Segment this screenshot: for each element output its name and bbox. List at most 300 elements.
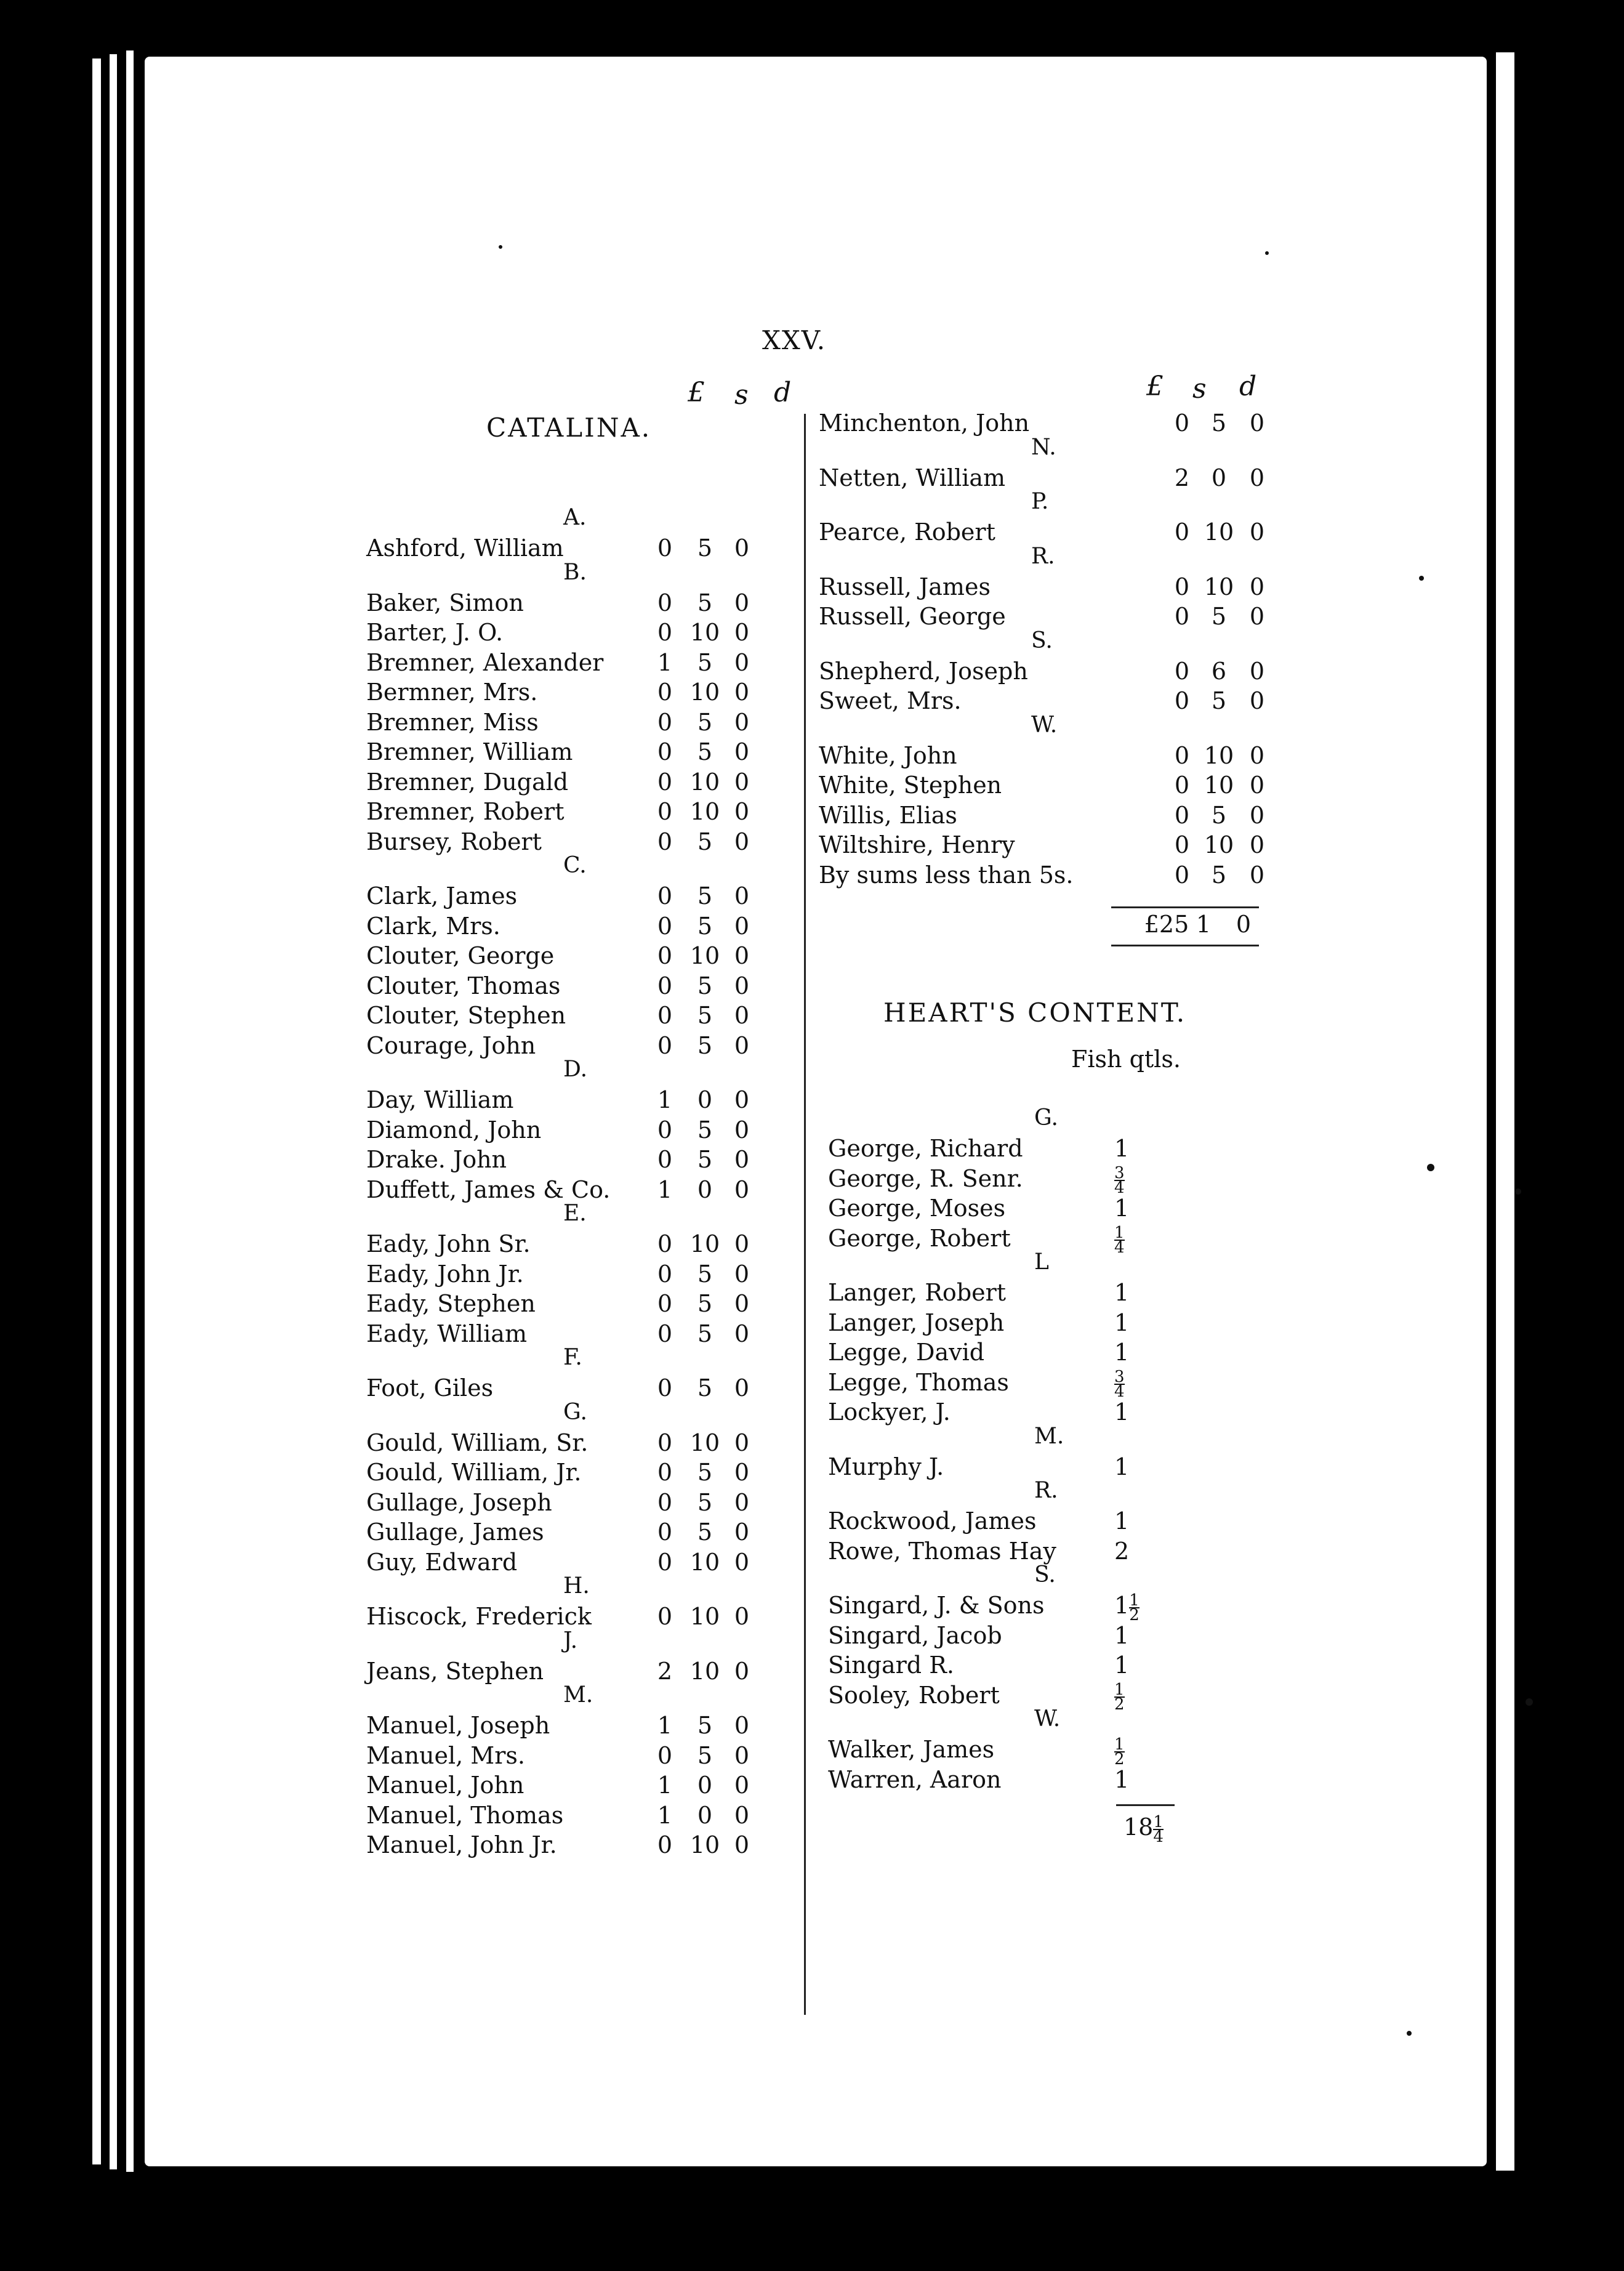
entry-name: Sweet, Mrs. [819,687,962,714]
amount-pounds: 0 [1174,861,1190,889]
entry-name: Wiltshire, Henry [819,831,1015,858]
catalina-total-pence: 0 [1236,911,1252,938]
quantity [1114,1398,1129,1426]
amount-pence: 0 [734,738,750,765]
amount-pounds: 0 [657,1459,673,1486]
catalina-total-pounds: £25 [1144,911,1189,938]
amount-shillings: 5 [697,1374,713,1402]
fraction-denominator: 2 [1114,1695,1125,1714]
amount-pounds: 0 [657,619,673,646]
amount-shillings: 10 [689,1429,720,1456]
entry-name: Courage, John [366,1031,536,1059]
entry-name: Clouter, Thomas [366,972,561,999]
shillings-header: s [734,379,749,411]
amount-shillings: 10 [689,679,720,706]
amount-pounds: 0 [657,798,673,825]
entry-name: Ashford, William [366,534,564,562]
page-edge [110,54,117,2169]
fraction-numerator: 3 [1114,1368,1125,1386]
amount-pounds: 0 [657,1290,673,1317]
section-letter: R. [1034,1478,1058,1503]
entry-name: Rowe, Thomas Hay [828,1537,1056,1565]
amount-pence: 0 [734,1772,750,1799]
section-letter: M. [563,1682,593,1708]
amount-shillings: 5 [1211,861,1227,889]
section-letter: W. [1031,712,1058,738]
amount-pounds: 0 [657,1519,673,1546]
amount-pence: 0 [1249,603,1265,630]
amount-pounds: 0 [657,1429,673,1456]
quantity-fraction [1114,1735,1125,1769]
entry-name: Willis, Elias [819,801,957,829]
entry-name: Foot, Giles [366,1374,494,1402]
entry-name: Manuel, John [366,1772,525,1799]
entry-name: Day, William [366,1086,514,1113]
amount-pounds: 0 [1174,518,1190,546]
amount-shillings: 5 [697,1146,713,1173]
amount-pounds: 0 [657,1031,673,1059]
amount-shillings: 5 [697,882,713,910]
amount-shillings: 10 [689,1230,720,1257]
amount-pounds: 0 [1174,573,1190,600]
quantity [1114,1453,1129,1481]
page-edge [92,58,101,2164]
quantity-whole: 1 [1114,1507,1130,1535]
page-edge [126,50,134,2172]
amount-pounds: 0 [1174,801,1190,829]
entry-name: Drake. John [366,1146,507,1173]
quantity [1114,1194,1129,1222]
section-letter: G. [563,1399,587,1425]
entry-name: Singard R. [828,1652,954,1679]
amount-pence: 0 [734,1741,750,1769]
quantity [1114,1368,1125,1399]
amount-shillings: 10 [689,1657,720,1685]
hearts-total-fraction [1153,1812,1164,1846]
amount-shillings: 10 [689,768,720,796]
amount-pence: 0 [1249,831,1265,858]
entry-name: Murphy J. [828,1453,944,1480]
amount-shillings: 5 [697,972,713,999]
amount-shillings: 5 [697,589,713,616]
scan-speck [1265,251,1269,255]
amount-pence: 0 [734,1801,750,1829]
hearts-total-rule [1116,1804,1175,1806]
fraction-denominator: 4 [1114,1179,1125,1197]
entry-name: Bremner, William [366,738,573,765]
entry-name: Bermner, Mrs. [366,679,538,706]
amount-pence: 0 [734,1374,750,1402]
amount-pence: 0 [734,679,750,706]
amount-pounds: 0 [657,1260,673,1288]
amount-pence: 0 [734,798,750,825]
entry-name: White, John [819,741,957,769]
amount-shillings: 5 [1211,409,1227,437]
amount-shillings: 5 [697,1459,713,1486]
section-letter: F. [563,1345,582,1370]
amount-shillings: 0 [697,1086,713,1113]
pounds-header-right: £ [1146,371,1164,402]
amount-pence: 0 [1249,657,1265,685]
entry-name: George, Moses [828,1195,1006,1222]
amount-shillings: 10 [689,1548,720,1576]
entry-name: Langer, Robert [828,1279,1007,1306]
amount-pence: 0 [734,1429,750,1456]
entry-name: Hiscock, Frederick [366,1603,592,1630]
entry-name: Eady, Stephen [366,1290,536,1317]
amount-pounds: 0 [657,942,673,969]
amount-shillings: 10 [689,798,720,825]
hearts-total-numerator: 1 [1153,1812,1164,1831]
quantity [1114,1309,1129,1337]
quantity-fraction [1129,1591,1140,1624]
section-letter: A. [563,505,587,530]
entry-name: Pearce, Robert [819,518,995,546]
amount-pence: 0 [734,589,750,616]
fraction-numerator: 1 [1114,1680,1125,1699]
amount-pence: 0 [734,1146,750,1173]
amount-pounds: 0 [1174,409,1190,437]
entry-name: Eady, William [366,1320,527,1347]
amount-pence: 0 [734,619,750,646]
entry-name: Legge, Thomas [828,1368,1009,1396]
amount-pounds: 0 [657,738,673,765]
amount-shillings: 5 [697,1519,713,1546]
pence-header-right: d [1239,371,1257,402]
amount-shillings: 10 [689,1603,720,1630]
entry-name: Bremner, Dugald [366,768,569,796]
amount-pence: 0 [734,1603,750,1630]
amount-pounds: 2 [1174,464,1190,491]
shillings-header-right: s [1192,373,1207,405]
amount-shillings: 5 [697,738,713,765]
amount-shillings: 5 [697,1488,713,1516]
quantity-whole: 1 [1114,1398,1130,1426]
amount-pence: 0 [734,648,750,676]
amount-pounds: 0 [657,1741,673,1769]
amount-shillings: 10 [689,1831,720,1858]
quantity-whole: 1 [1114,1621,1130,1649]
quantity-whole: 1 [1114,1195,1130,1222]
amount-shillings: 5 [697,1320,713,1347]
amount-shillings: 5 [697,828,713,855]
entry-name: Minchenton, John [819,409,1030,437]
amount-pounds: 0 [657,912,673,940]
entry-name: Clouter, George [366,942,555,969]
quantity-whole: 1 [1114,1592,1130,1619]
amount-pounds: 0 [657,534,673,562]
amount-pence: 0 [1249,861,1265,889]
entry-name: Eady, John Sr. [366,1230,531,1257]
amount-pounds: 0 [1174,741,1190,769]
entry-name: Bremner, Miss [366,708,539,736]
amount-pounds: 0 [657,1603,673,1630]
section-letter: S. [1031,627,1053,653]
section-letter: G. [1034,1105,1058,1131]
amount-shillings: 10 [1204,772,1234,799]
amount-pence: 0 [1249,409,1265,437]
amount-pounds: 0 [657,1230,673,1257]
section-letter: D. [563,1057,588,1082]
hearts-total-denominator: 4 [1153,1827,1164,1846]
quantity [1114,1681,1125,1712]
pounds-header: £ [688,377,705,408]
entry-name: Baker, Simon [366,589,524,616]
quantity [1114,1338,1129,1366]
amount-pounds: 1 [657,1086,673,1113]
amount-pence: 0 [1249,573,1265,600]
amount-pence: 0 [734,1086,750,1113]
amount-shillings: 5 [697,1290,713,1317]
entry-name: By sums less than 5s. [819,861,1074,889]
entry-name: Manuel, John Jr. [366,1831,557,1858]
amount-shillings: 10 [1204,573,1234,600]
amount-shillings: 5 [697,1260,713,1288]
amount-shillings: 10 [1204,741,1234,769]
entry-name: Gullage, James [366,1519,544,1546]
amount-pence: 0 [734,972,750,999]
amount-shillings: 0 [697,1176,713,1203]
amount-shillings: 5 [1211,801,1227,829]
scan-speck [1515,1188,1521,1195]
quantity-whole: 1 [1114,1279,1130,1306]
amount-shillings: 0 [697,1772,713,1799]
amount-pounds: 0 [657,589,673,616]
amount-pounds: 1 [657,1801,673,1829]
amount-pence: 0 [734,912,750,940]
quantity-whole: 2 [1114,1537,1130,1565]
amount-shillings: 0 [1211,464,1227,491]
entry-name: Langer, Joseph [828,1309,1005,1336]
entry-name: Netten, William [819,464,1006,491]
entry-name: Clark, James [366,882,518,910]
quantity [1114,1507,1129,1535]
quantity [1114,1735,1125,1769]
amount-pounds: 0 [1174,687,1190,714]
entry-name: Clouter, Stephen [366,1002,566,1029]
entry-name: Rockwood, James [828,1507,1037,1535]
amount-pounds: 0 [1174,772,1190,799]
section-letter: J. [563,1628,578,1653]
amount-pounds: 1 [657,1712,673,1739]
column-divider [804,414,806,2015]
amount-pence: 0 [734,1831,750,1858]
fraction-numerator: 3 [1114,1164,1125,1182]
amount-pounds: 0 [657,1146,673,1173]
fraction-denominator: 2 [1129,1605,1140,1624]
amount-pence: 0 [734,768,750,796]
entry-name: Shepherd, Joseph [819,657,1028,685]
quantity [1114,1591,1140,1622]
amount-shillings: 5 [697,1712,713,1739]
section-letter: N. [1031,434,1056,460]
amount-pence: 0 [1249,801,1265,829]
entry-name: Duffett, James & Co. [366,1176,611,1203]
amount-shillings: 10 [1204,518,1234,546]
fraction-denominator: 4 [1114,1382,1125,1401]
amount-shillings: 5 [1211,603,1227,630]
entry-name: Russell, George [819,603,1006,630]
entry-name: Sooley, Robert [828,1681,1000,1709]
section-title-catalina: CATALINA. [486,413,652,443]
section-title-hearts-content: HEART'S CONTENT. [883,998,1187,1028]
amount-pounds: 0 [657,1548,673,1576]
entry-name: Manuel, Joseph [366,1712,550,1739]
amount-shillings: 5 [697,708,713,736]
amount-shillings: 5 [697,1741,713,1769]
amount-pence: 0 [734,1176,750,1203]
amount-shillings: 0 [697,1801,713,1829]
quantity [1114,1621,1129,1650]
amount-pounds: 0 [657,828,673,855]
entry-name: Clark, Mrs. [366,912,500,940]
quantity-fraction [1114,1368,1125,1401]
quantity [1114,1765,1129,1794]
entry-name: Bremner, Robert [366,798,565,825]
fraction-numerator: 1 [1114,1735,1125,1754]
quantity [1114,1651,1129,1679]
amount-pounds: 2 [657,1657,673,1685]
entry-name: Jeans, Stephen [366,1657,544,1685]
amount-pounds: 0 [657,708,673,736]
entry-name: Lockyer, J. [828,1398,951,1426]
amount-pounds: 1 [657,1772,673,1799]
amount-pounds: 0 [657,768,673,796]
amount-pounds: 1 [657,648,673,676]
entry-name: Gould, William, Jr. [366,1459,582,1486]
entry-name: Bremner, Alexander [366,648,604,676]
quantity-whole: 1 [1114,1135,1130,1162]
entry-name: Bursey, Robert [366,828,542,855]
amount-pounds: 0 [657,972,673,999]
amount-pence: 0 [734,1320,750,1347]
entry-name: Manuel, Mrs. [366,1741,525,1769]
quantity [1114,1278,1129,1307]
amount-shillings: 5 [1211,687,1227,714]
quantity-fraction [1114,1224,1125,1257]
quantity [1114,1164,1125,1195]
amount-pence: 0 [734,1488,750,1516]
entry-name: Manuel, Thomas [366,1801,564,1829]
entry-name: George, R. Senr. [828,1164,1023,1192]
quantity-whole: 1 [1114,1309,1130,1336]
fraction-denominator: 2 [1114,1749,1125,1769]
amount-pounds: 0 [657,679,673,706]
scan-speck [1419,576,1424,581]
amount-pence: 0 [734,828,750,855]
amount-pounds: 0 [657,1320,673,1347]
scan-speck [499,245,502,249]
hearts-total-whole: 18 [1124,1813,1154,1841]
entry-name: Singard, J. & Sons [828,1592,1045,1619]
amount-pence: 0 [734,708,750,736]
section-letter: B. [563,559,587,585]
section-letter: M. [1034,1423,1064,1449]
amount-pence: 0 [734,1519,750,1546]
amount-shillings: 5 [697,1031,713,1059]
amount-pence: 0 [1249,464,1265,491]
total-rule-top [1111,906,1259,908]
quantity [1114,1134,1129,1163]
amount-shillings: 10 [689,619,720,646]
amount-pounds: 1 [657,1176,673,1203]
pence-header: d [774,377,792,408]
fraction-numerator: 1 [1114,1224,1125,1242]
quantity [1114,1537,1129,1565]
amount-pence: 0 [734,1260,750,1288]
entry-name: Guy, Edward [366,1548,518,1576]
amount-shillings: 5 [697,1116,713,1144]
entry-name: George, Richard [828,1135,1023,1162]
amount-shillings: 5 [697,534,713,562]
amount-pence: 0 [734,534,750,562]
amount-pounds: 0 [657,882,673,910]
quantity [1114,1224,1125,1255]
section-letter: C. [563,853,587,878]
entry-name: Barter, J. O. [366,619,504,646]
amount-pence: 0 [734,1002,750,1029]
entry-name: Legge, David [828,1339,985,1366]
amount-pence: 0 [734,1230,750,1257]
amount-pounds: 0 [1174,831,1190,858]
entry-name: Warren, Aaron [828,1765,1002,1793]
quantity-whole: 1 [1114,1453,1130,1480]
scan-speck [1407,2031,1412,2036]
amount-shillings: 5 [697,912,713,940]
amount-shillings: 5 [697,1002,713,1029]
catalina-total-shillings: 1 [1196,911,1212,938]
amount-pence: 0 [734,882,750,910]
page-number: XXV. [762,325,827,355]
scan-speck [1427,1164,1434,1171]
entry-name: Gullage, Joseph [366,1488,552,1516]
amount-pence: 0 [734,1657,750,1685]
page-edge [1496,52,1514,2171]
quantity-fraction [1114,1680,1125,1714]
entry-name: George, Robert [828,1224,1011,1252]
section-letter: S. [1034,1562,1056,1587]
amount-pounds: 0 [657,1488,673,1516]
amount-shillings: 10 [1204,831,1234,858]
entry-name: Walker, James [828,1736,995,1763]
entry-name: Diamond, John [366,1116,542,1144]
quantity-whole: 1 [1114,1339,1130,1366]
amount-pence: 0 [734,1031,750,1059]
amount-pounds: 0 [1174,603,1190,630]
amount-pence: 0 [734,942,750,969]
quantity-whole: 1 [1114,1652,1130,1679]
entry-name: Singard, Jacob [828,1621,1002,1649]
section-letter: W. [1034,1706,1061,1732]
scan-speck [1526,1698,1533,1706]
amount-pence: 0 [734,1712,750,1739]
amount-pence: 0 [734,1548,750,1576]
total-rule-bottom [1111,945,1259,946]
entry-name: White, Stephen [819,772,1002,799]
amount-pounds: 0 [1174,657,1190,685]
amount-pence: 0 [734,1290,750,1317]
entry-name: Eady, John Jr. [366,1260,524,1288]
section-letter: E. [563,1201,587,1226]
section-letter: L [1034,1249,1049,1275]
document-page [145,57,1487,2166]
amount-pounds: 0 [657,1374,673,1402]
amount-pounds: 0 [657,1831,673,1858]
quantity-whole: 1 [1114,1765,1130,1793]
amount-shillings: 10 [689,942,720,969]
amount-pence: 0 [1249,687,1265,714]
amount-pounds: 0 [657,1002,673,1029]
